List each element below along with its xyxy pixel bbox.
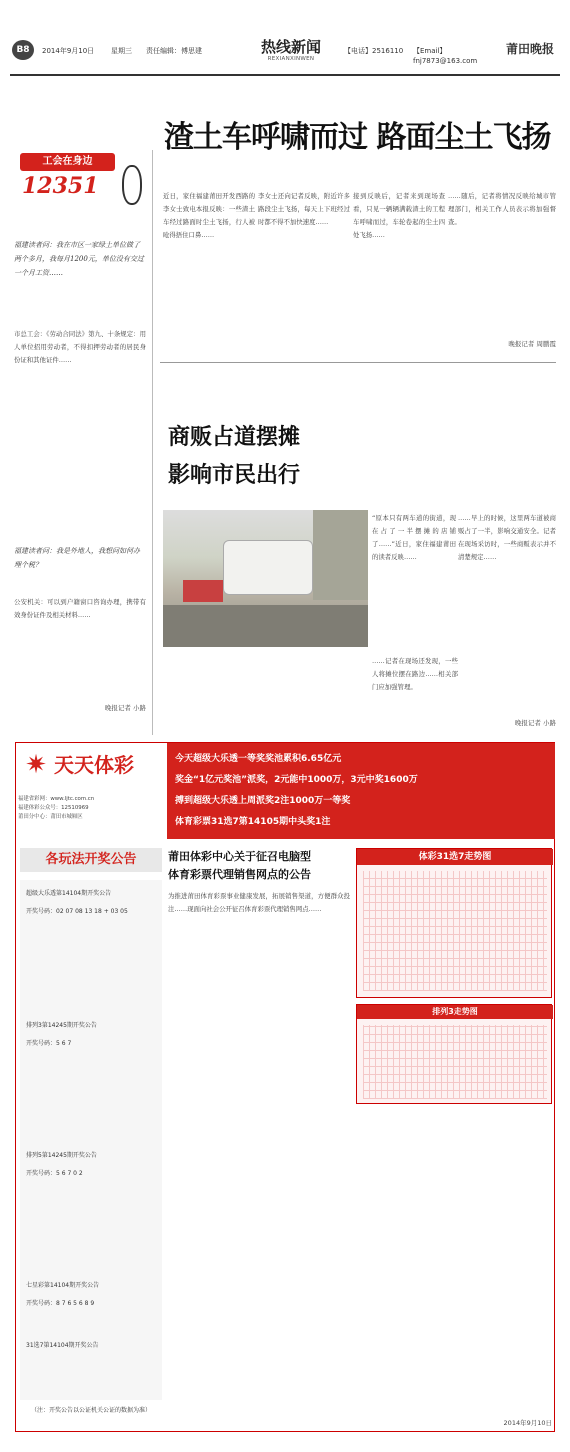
story1-col4: ……随后，记者将情况反映给城市管理部门，相关工作人员表示将加强督查。	[448, 192, 556, 227]
ticker-lines	[175, 749, 550, 833]
lottery-date: 2014年9月10日	[503, 1419, 552, 1427]
trend-chart-31x7	[356, 848, 552, 998]
story1-col1: 近日，家住福建莆田开发西路的李女士致电本报反映：一些渣土车经过路面时尘土飞扬，行人被呛得捂住口鼻……	[163, 192, 255, 240]
lottery-brand-name: 天天体彩	[54, 753, 134, 777]
divider	[160, 362, 556, 363]
announcement-item-9: 31选7第14104期开奖公告	[26, 1342, 99, 1349]
email: 【Email】fnj7873@163.com	[413, 47, 478, 65]
notice-title	[168, 848, 348, 884]
union-badge-title: 工会在身边	[20, 153, 115, 171]
qa-answer-2: 公安机关：可以到户籍窗口咨询办理，携带有效身份证件及相关材料……	[14, 598, 146, 620]
tree-shape	[313, 510, 368, 600]
lottery-info-3: 莆田分中心：莆田市城厢区	[18, 814, 83, 820]
phone: 【电话】2516110	[344, 47, 404, 55]
notice-title-2: 体育彩票代理销售网点的公告	[168, 868, 311, 881]
headline-street-vendors-1: 商贩占道摆摊	[168, 425, 301, 450]
lottery-info-1: 福建省彩网：www.ljtc.com.cn	[18, 796, 95, 802]
lottery-brand	[16, 743, 166, 793]
announcement-item-4: 开奖号码：5 6 7	[26, 1040, 72, 1047]
announcement-item-2: 开奖号码：02 07 08 13 18 + 03 05	[26, 908, 128, 915]
street-vendor-photo	[163, 510, 368, 647]
ticker-line-4: 体育彩票31选7第14105期中头奖1注	[175, 817, 331, 827]
ticker-line-3: 搏到超级大乐透上周派奖2注1000万一等奖	[175, 796, 351, 806]
announcement-item-7: 七星彩第14104期开奖公告	[26, 1282, 100, 1289]
editor-credit: 责任编辑：傅思建	[146, 47, 202, 55]
ticker-line-1: 今天超级大乐透一等奖奖池累积6.65亿元	[175, 754, 342, 764]
trend-grid-2	[363, 1025, 547, 1099]
story2-byline: 晚报记者 小路	[514, 719, 556, 727]
lottery-info	[18, 795, 168, 822]
qa-sidebar	[14, 168, 148, 738]
van-shape	[223, 540, 313, 595]
paper-logo: 莆田晚报	[505, 42, 554, 56]
lottery-star-icon: ✷	[25, 750, 47, 780]
headline-street-vendors-2: 影响市民出行	[168, 463, 301, 488]
union-hotline-number: 12351	[22, 173, 99, 199]
ticker-line-2: 奖金“1亿元奖池”派奖，2元能中1000万，3元中奖1600万	[175, 775, 418, 785]
announcement-title: 各玩法开奖公告	[20, 848, 162, 872]
announcement-item-5: 排列5第14245期开奖公告	[26, 1152, 97, 1159]
announcement-item-6: 开奖号码：5 6 7 0 2	[26, 1170, 83, 1177]
lottery-info-2: 福建体彩公众号：12510969	[18, 805, 89, 811]
qa-question-1: 福建读者问：我在市区一家绿土单位做了两个多月，我每月1200元，单位没有交过一个月工资……	[14, 241, 144, 277]
notice-title-1: 莆田体彩中心关于征召电脑型	[168, 850, 311, 863]
headline-dust-trucks: 渣土车呼啸而过 路面尘土飞扬	[164, 120, 551, 155]
story2-col3: ……记者在现场还发现，一些人将摊位摆在路边……相关部门应加强管理。	[372, 657, 458, 692]
road-shape	[163, 605, 368, 647]
announcement-item-8: 开奖号码：8 7 6 5 6 8 9	[26, 1300, 95, 1307]
story2-col2: ……早上的时候，这里两车道被商贩占了一半，影响交通安全。记者在现场采访时，一些商贩表示并不清楚规定……	[458, 514, 556, 562]
weekday: 星期三	[111, 47, 132, 55]
announcement-list	[20, 880, 162, 1400]
trend-chart-title: 体彩31选7走势图	[357, 849, 553, 865]
page-number-badge: B8	[12, 40, 34, 60]
story2-col1: “原本只有两车道的街道，现在占了一半摆摊的店铺了……”近日，家住福建莆田的读者反映……	[372, 514, 456, 562]
trend-chart-p3	[356, 1004, 552, 1104]
story1-col2: 李女士还向记者反映，附近许多路段尘土飞扬，每天上下班经过时都不得不加快速度……	[258, 192, 350, 227]
announcement-item-3: 排列3第14245期开奖公告	[26, 1022, 97, 1029]
section-pinyin: REXIANXINWEN	[267, 56, 315, 62]
qa-answer-1: 市总工会：《劳动合同法》第九、十条规定：用人单位招用劳动者，不得扣押劳动者的居民身份证和其他证件……	[14, 330, 146, 365]
column-rule	[152, 150, 153, 735]
trend-chart2-title: 排列3走势图	[357, 1005, 553, 1019]
story1-byline: 晚报记者 周鹏霞	[508, 340, 556, 348]
page-header	[0, 0, 570, 82]
sidebar-byline: 晚报记者 小路	[104, 704, 146, 712]
issue-date: 2014年9月10日	[42, 47, 95, 55]
trend-grid	[363, 871, 547, 991]
lottery-ticker	[167, 743, 555, 839]
awning-shape	[183, 580, 223, 602]
notice-body: 为推进莆田体育彩票事业健康发展，拓展销售渠道，方便群众投注……现面向社会公开征召体育彩票代理销售网点……	[168, 892, 350, 914]
section-title: 热线新闻	[260, 38, 321, 56]
header-rule	[10, 74, 560, 76]
announcement-item-1: 超级大乐透第14104期开奖公告	[26, 890, 112, 897]
story1-col3: 接到反映后，记者来到现场查看，只见一辆辆满载渣土的工程车呼啸而过，车轮卷起的尘土四处飞扬……	[353, 192, 445, 240]
announcement-footer: （注：开奖公告以公证机关公证的数据为准）	[30, 1407, 151, 1414]
qa-question-2: 福建读者问：我是外地人，我想问如何办理个税？	[14, 547, 140, 569]
